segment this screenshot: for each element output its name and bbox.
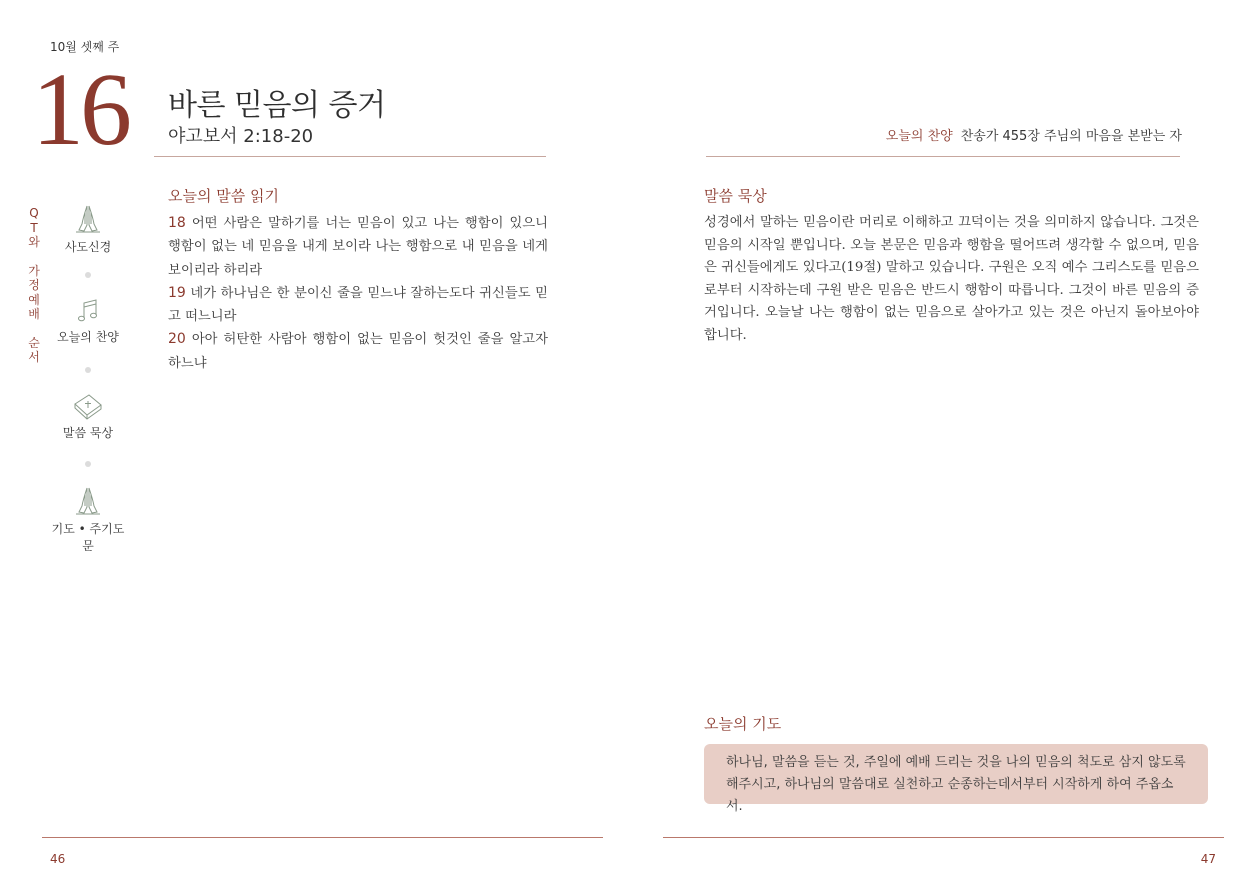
page-title: 바른 믿음의 증거 — [168, 88, 386, 123]
step-label: 사도신경 — [64, 240, 112, 254]
vertical-char: 순 — [28, 335, 40, 350]
vertical-char: 가 — [28, 263, 40, 278]
header-divider-left — [154, 156, 546, 157]
vertical-char: 서 — [28, 350, 40, 364]
meditation-body: 성경에서 말하는 믿음이란 머리로 이해하고 끄덕이는 것을 의미하지 않습니다. 그것은 믿음의 시작일 뿐입니다. 오늘 본문은 믿음과 행함을 떨어뜨려 생각할 수 없으며, 믿음은 귀신들에게도 있다고(19절) 말하고 있습니다. 구원은 오직 예수 그리스도를 믿음으로부터 시작하는데 구원 받은 믿음은 반드시 행함이 따릅니다. 그것이 바른 믿음의 증거입니다. 오늘날 나는 행함이 없는 믿음으로 살아가고 있는 것은 아닌지 돌아보아야 합니다. — [704, 215, 1199, 343]
step-prayer — [48, 486, 128, 554]
meditation-heading: 말씀 묵상 — [704, 187, 767, 205]
vertical-gap — [28, 250, 40, 264]
prayer-line: 하나님, 말씀을 듣는 것, 주일에 예배 드리는 것을 나의 믿음의 척도로 삼지 않도록 — [726, 755, 1186, 770]
footer-divider-left — [42, 837, 603, 838]
vertical-char: 정 — [28, 278, 40, 292]
vertical-char: 배 — [28, 307, 40, 321]
step-separator-dot — [85, 461, 91, 467]
verse-text: 네가 하나님은 한 분이신 줄을 믿느냐 잘하는도다 귀신들도 믿고 떠느니라 — [168, 285, 548, 325]
verse-number: 18 — [168, 215, 186, 231]
bible-icon — [72, 392, 104, 420]
hymn-label: 오늘의 찬양 — [885, 129, 953, 144]
week-label: 10월 셋째 주 — [50, 40, 120, 54]
header-divider-right — [706, 156, 1180, 157]
verse-number: 20 — [168, 331, 186, 348]
footer-divider-right — [663, 837, 1224, 838]
verse-text: 어떤 사람은 말하기를 너는 믿음이 있고 나는 행함이 있으니 행함이 없는 네 믿음을 내게 보이라 나는 행함으로 내 믿음을 네게 보이리라 하리라 — [168, 216, 548, 278]
praying-hands-icon — [74, 204, 102, 234]
hymn-text: 찬송가 455장 주님의 마음을 본받는 자 — [960, 129, 1182, 144]
reading-heading: 오늘의 말씀 읽기 — [168, 187, 279, 205]
prayer-heading: 오늘의 기도 — [704, 715, 782, 733]
vertical-section-label — [28, 206, 40, 365]
page-number-right: 47 — [1200, 852, 1216, 866]
day-number: 16 — [32, 52, 128, 167]
step-separator-dot — [85, 272, 91, 278]
vertical-char: 예 — [28, 292, 40, 307]
verses-block — [168, 212, 548, 375]
prayer-box — [704, 744, 1208, 814]
step-hymn — [48, 298, 128, 345]
step-separator-dot — [85, 367, 91, 373]
verse-number: 19 — [168, 284, 186, 301]
music-note-icon — [74, 298, 102, 324]
step-label: 오늘의 찬양 — [57, 330, 119, 344]
vertical-gap — [28, 322, 40, 336]
page-number-left: 46 — [50, 852, 66, 866]
scripture-reference: 야고보서 2:18-20 — [168, 126, 314, 147]
praying-hands-icon — [74, 486, 102, 516]
step-label: 기도 • 주기도문 — [51, 522, 125, 553]
vertical-char: 와 — [28, 235, 40, 249]
vertical-char: T — [30, 220, 38, 235]
verse-text: 아아 허탄한 사람아 행함이 없는 믿음이 헛것인 줄을 알고자 하느냐 — [168, 332, 548, 371]
step-label: 말씀 묵상 — [62, 426, 114, 440]
vertical-char: Q — [29, 206, 39, 220]
hymn-line — [886, 125, 1182, 144]
step-meditation — [48, 392, 128, 441]
prayer-line: 해주시고, 하나님의 말씀대로 실천하고 순종하는데서부터 시작하게 하여 주옵소서. — [726, 777, 1174, 814]
step-apostles-creed — [48, 204, 128, 255]
